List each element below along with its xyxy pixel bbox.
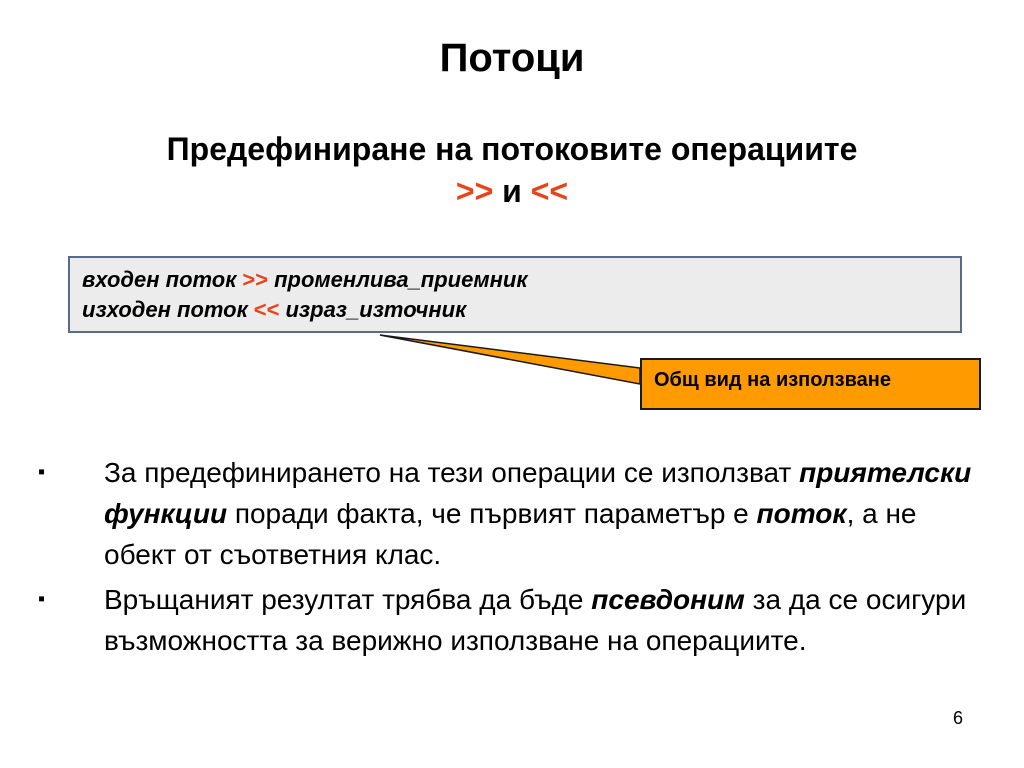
subtitle-operator-extract: >> [455,173,494,209]
syntax-line-output [82,295,960,325]
bullet-text: за да се осигури възможността за верижно използване на операциите. [104,584,967,656]
slide-subtitle [0,128,1024,212]
bullet-text: , а не обект от съответния клас. [104,498,917,570]
subtitle-text: Предефиниране на потоковите операциите [166,131,858,167]
syntax-input-target: променлива_приемник [274,267,528,292]
bullet-list [38,452,988,665]
syntax-operator-insert: << [253,297,280,322]
bullet-marker-icon: ▪ [38,588,46,610]
callout-text: Общ вид на използване [654,369,891,391]
slide-title: Потоци [439,36,585,80]
syntax-operator-extract: >> [242,267,269,292]
bullet-item [38,579,988,661]
bullet-emphasis: псевдоним [591,584,745,615]
syntax-output-stream: изходен поток [82,297,248,322]
bullet-item [38,452,988,575]
syntax-line-input [82,265,960,295]
page-number: 6 [952,708,963,728]
usage-callout [640,358,981,410]
syntax-box [68,256,962,333]
callout-pointer-shape [380,335,640,384]
bullet-text: Връщаният резултат трябва да бъде [104,584,592,615]
bullet-text: поради факта, че първият параметър е [227,498,757,529]
subtitle-conjunction: и [502,173,522,209]
bullet-emphasis: приятелски функции [104,457,972,529]
syntax-output-source: израз_източник [285,297,467,322]
bullet-emphasis: поток [756,498,847,529]
subtitle-operator-insert: << [530,173,569,209]
bullet-text: За предефинирането на тези операции се използват [104,457,800,488]
syntax-input-stream: входен поток [82,267,237,292]
bullet-marker-icon: ▪ [38,461,46,483]
